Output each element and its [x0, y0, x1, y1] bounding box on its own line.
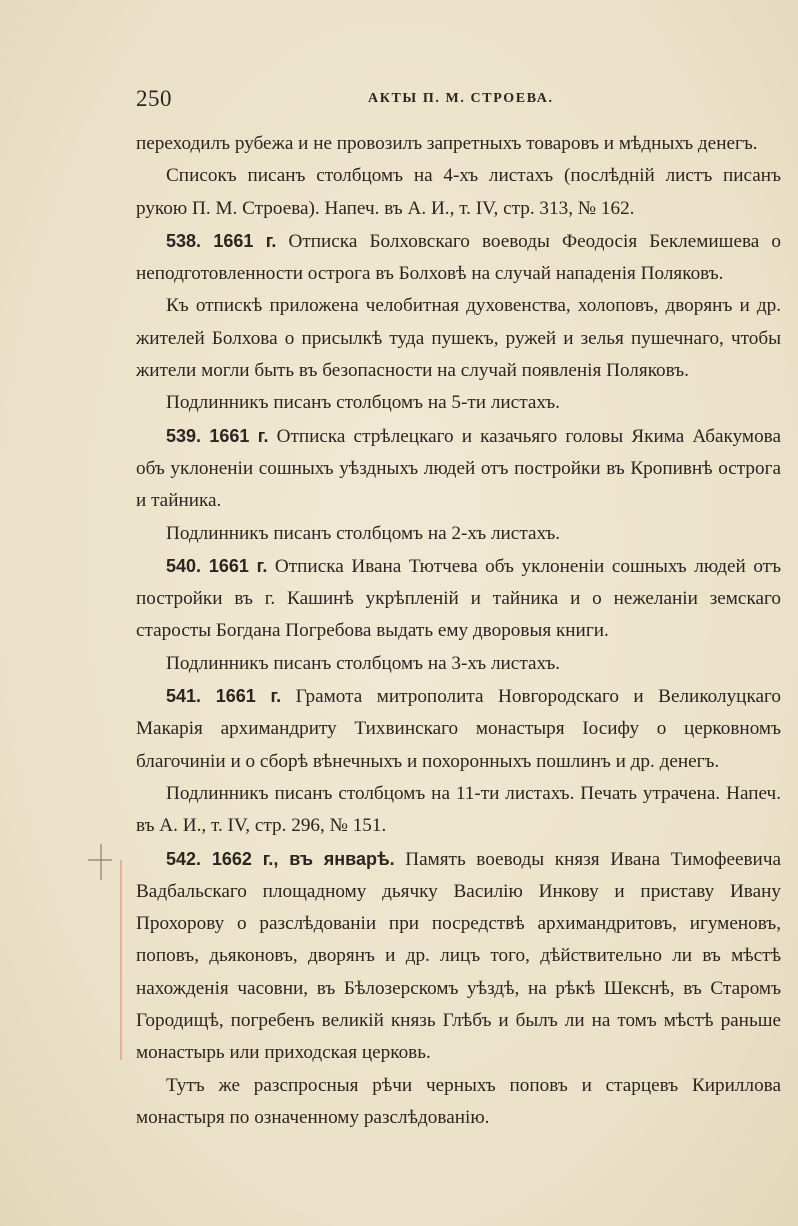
running-title: АКТЫ П. М. СТРОЕВА.	[368, 91, 554, 106]
page-header	[136, 86, 781, 116]
margin-rule-mark	[120, 860, 122, 1060]
paragraph-text: Тутъ же разспросныя рѣчи черныхъ поповъ и старцевъ Кириллова монастыря по означенному разслѣдованiю.	[136, 1074, 781, 1128]
paragraph-text: Списокъ писанъ столбцомъ на 4-хъ листахъ (послѣднiй листъ писанъ рукою П. М. Строева). Напеч. въ А. И., т. IV, стр. 313, № 162.	[136, 165, 781, 219]
paragraph	[136, 290, 781, 387]
paragraph	[136, 160, 781, 225]
paragraph-text: Подлинникъ писанъ столбцомъ на 3-хъ листахъ.	[166, 652, 561, 674]
paragraph	[136, 518, 781, 550]
paragraph	[136, 128, 781, 160]
entry-number: 540. 1661 г.	[166, 555, 268, 576]
paragraph-text: Отписка Ивана Тютчева объ уклоненiи сошныхъ людей отъ постройки въ г. Кашинѣ укрѣпленiй и тайника и о нежеланiи земскаго старосты Богдана Погребова выдать ему дворовыя книги.	[136, 555, 781, 642]
paragraph-text: Подлинникъ писанъ столбцомъ на 2-хъ листахъ.	[166, 522, 561, 544]
paragraph	[136, 778, 781, 843]
paragraph-text: Грамота митрополита Новгородскаго и Великолуцкаго Макарiя архимандриту Тихвинскаго монастыря Iосифу о церковномъ благочинiи и о сборѣ вѣнечныхъ и похоронныхъ пошлинъ и др. денегъ.	[136, 686, 781, 772]
entry-number: 538. 1661 г.	[166, 230, 277, 251]
entry-number: 542. 1662 г., въ январѣ.	[166, 848, 395, 869]
page-number: 250	[136, 86, 172, 111]
entry-number: 539. 1661 г.	[166, 425, 269, 446]
paragraph-text: Память воеводы князя Ивана Тимофеевича Вадбальскаго площадному дьячку Василiю Инкову и приставу Ивану Прохорову о разслѣдованiи при посредствѣ архимандритовъ, игуменовъ, поповъ, дьяконовъ, дворянъ и др. лицъ того, дѣйствительно ли въ мѣстѣ нахожденiя часовни, въ Бѣлозерскомъ уѣздѣ, на рѣкѣ Шекснѣ, въ Старомъ Городищѣ, погребенъ великiй князь Глѣбъ и былъ ли на томъ мѣстѣ раньше монастырь или приходская церковь.	[136, 848, 781, 1064]
entry-number: 541. 1661 г.	[166, 686, 282, 707]
entry-paragraph	[136, 225, 781, 291]
paragraph-text: Отписка стрѣлецкаго и казачьяго головы Якима Абакумова объ уклоненiи сошныхъ уѣздныхъ людей отъ постройки въ Кропивнѣ острога и тайника.	[136, 425, 781, 512]
margin-cross-mark	[84, 842, 116, 882]
entry-paragraph	[136, 420, 781, 518]
entry-paragraph	[136, 550, 781, 648]
paragraph-text: переходилъ рубежа и не провозилъ запретныхъ товаровъ и мѣдныхъ денегъ.	[136, 133, 758, 154]
paragraph	[136, 1070, 781, 1135]
paragraph-text: Къ отпискѣ приложена челобитная духовенства, холоповъ, дворянъ и др. жителей Болхова о присылкѣ туда пушекъ, ружей и зелья пушечнаго, чтобы жители могли быть въ безопасности на случай появленiя Поляковъ.	[136, 295, 781, 382]
paragraph	[136, 648, 781, 680]
entry-paragraph	[136, 680, 781, 778]
body-text	[136, 128, 781, 1134]
paragraph-text: Подлинникъ писанъ столбцомъ на 5-ти листахъ.	[166, 392, 560, 414]
paragraph	[136, 387, 781, 419]
paragraph-text: Отписка Болховскаго воеводы Феодосiя Беклемишева о неподготовленности острога въ Болховѣ на случай нападенiя Поляковъ.	[136, 230, 781, 285]
paragraph-text: Подлинникъ писанъ столбцомъ на 11-ти листахъ. Печать утрачена. Напеч. въ А. И., т. IV, стр. 296, № 151.	[136, 782, 781, 837]
entry-paragraph	[136, 843, 781, 1070]
